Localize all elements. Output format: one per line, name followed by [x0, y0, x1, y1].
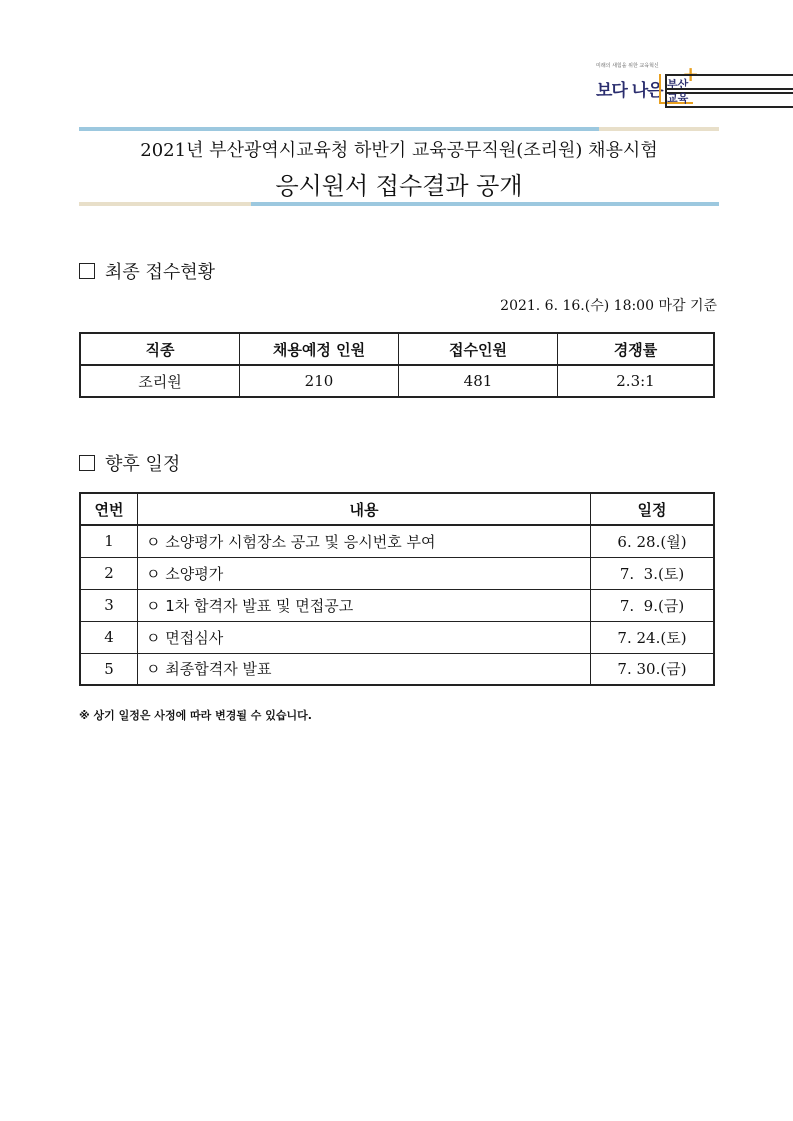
header-ratio: 경쟁률	[558, 333, 715, 365]
cell-no: 5	[80, 653, 138, 685]
logo-box-line2: 교육	[665, 88, 793, 108]
header-applicants: 접수인원	[399, 333, 558, 365]
schedule-table	[79, 492, 715, 686]
cell-content: ㅇ 최종합격자 발표	[138, 653, 591, 685]
header-content: 내용	[138, 493, 591, 525]
logo-box-line1: 부산	[665, 74, 793, 94]
cell-no: 1	[80, 525, 138, 557]
table-header-row	[80, 333, 714, 365]
title-bar-top-blue	[79, 127, 599, 131]
footnote: ※ 상기 일정은 사정에 따라 변경될 수 있습니다.	[79, 709, 312, 722]
logo-box	[659, 62, 699, 105]
cell-job: 조리원	[80, 365, 240, 397]
application-status-table	[79, 332, 715, 398]
deadline-basis: 2021. 6. 16.(수) 18:00 마감 기준	[500, 298, 717, 314]
logo-main-text: 보다 나은	[596, 81, 663, 101]
cell-date: 7. 24.(토)	[591, 621, 715, 653]
table-row	[80, 621, 714, 653]
table-header-row	[80, 493, 714, 525]
busan-education-logo	[582, 62, 702, 108]
cell-planned: 210	[240, 365, 399, 397]
logo-tagline: 미래의 새힘을 위한 교육혁신	[596, 63, 659, 69]
cell-content: ㅇ 소양평가 시험장소 공고 및 응시번호 부여	[138, 525, 591, 557]
checkbox-square-icon	[79, 263, 95, 279]
cell-no: 2	[80, 557, 138, 589]
page-title-line1: 2021년 부산광역시교육청 하반기 교육공무직원(조리원) 채용시험	[140, 140, 658, 161]
cell-content: ㅇ 면접심사	[138, 621, 591, 653]
cell-no: 4	[80, 621, 138, 653]
table-row	[80, 589, 714, 621]
table-row	[80, 557, 714, 589]
logo-plus-icon: +	[682, 62, 699, 86]
section-heading-text: 최종 접수현황	[105, 262, 216, 283]
cell-applicants: 481	[399, 365, 558, 397]
cell-date: 7. 9.(금)	[591, 589, 715, 621]
header-date: 일정	[591, 493, 715, 525]
table-row	[80, 525, 714, 557]
cell-ratio: 2.3:1	[558, 365, 715, 397]
table-row	[80, 365, 714, 397]
header-job: 직종	[80, 333, 240, 365]
header-no: 연번	[80, 493, 138, 525]
table-row	[80, 653, 714, 685]
cell-content: ㅇ 1차 합격자 발표 및 면접공고	[138, 589, 591, 621]
page-title-line2: 응시원서 접수결과 공개	[275, 172, 523, 200]
section-heading-schedule	[79, 450, 180, 476]
checkbox-square-icon	[79, 455, 95, 471]
title-bar-bottom-blue	[251, 202, 719, 206]
section-heading-final-status	[79, 258, 215, 284]
cell-date: 7. 30.(금)	[591, 653, 715, 685]
title-bar-bottom-beige	[79, 202, 251, 206]
section-heading-text: 향후 일정	[105, 454, 181, 475]
cell-content: ㅇ 소양평가	[138, 557, 591, 589]
header-planned: 채용예정 인원	[240, 333, 399, 365]
cell-date: 6. 28.(월)	[591, 525, 715, 557]
title-bar-top-beige	[599, 127, 719, 131]
cell-no: 3	[80, 589, 138, 621]
cell-date: 7. 3.(토)	[591, 557, 715, 589]
